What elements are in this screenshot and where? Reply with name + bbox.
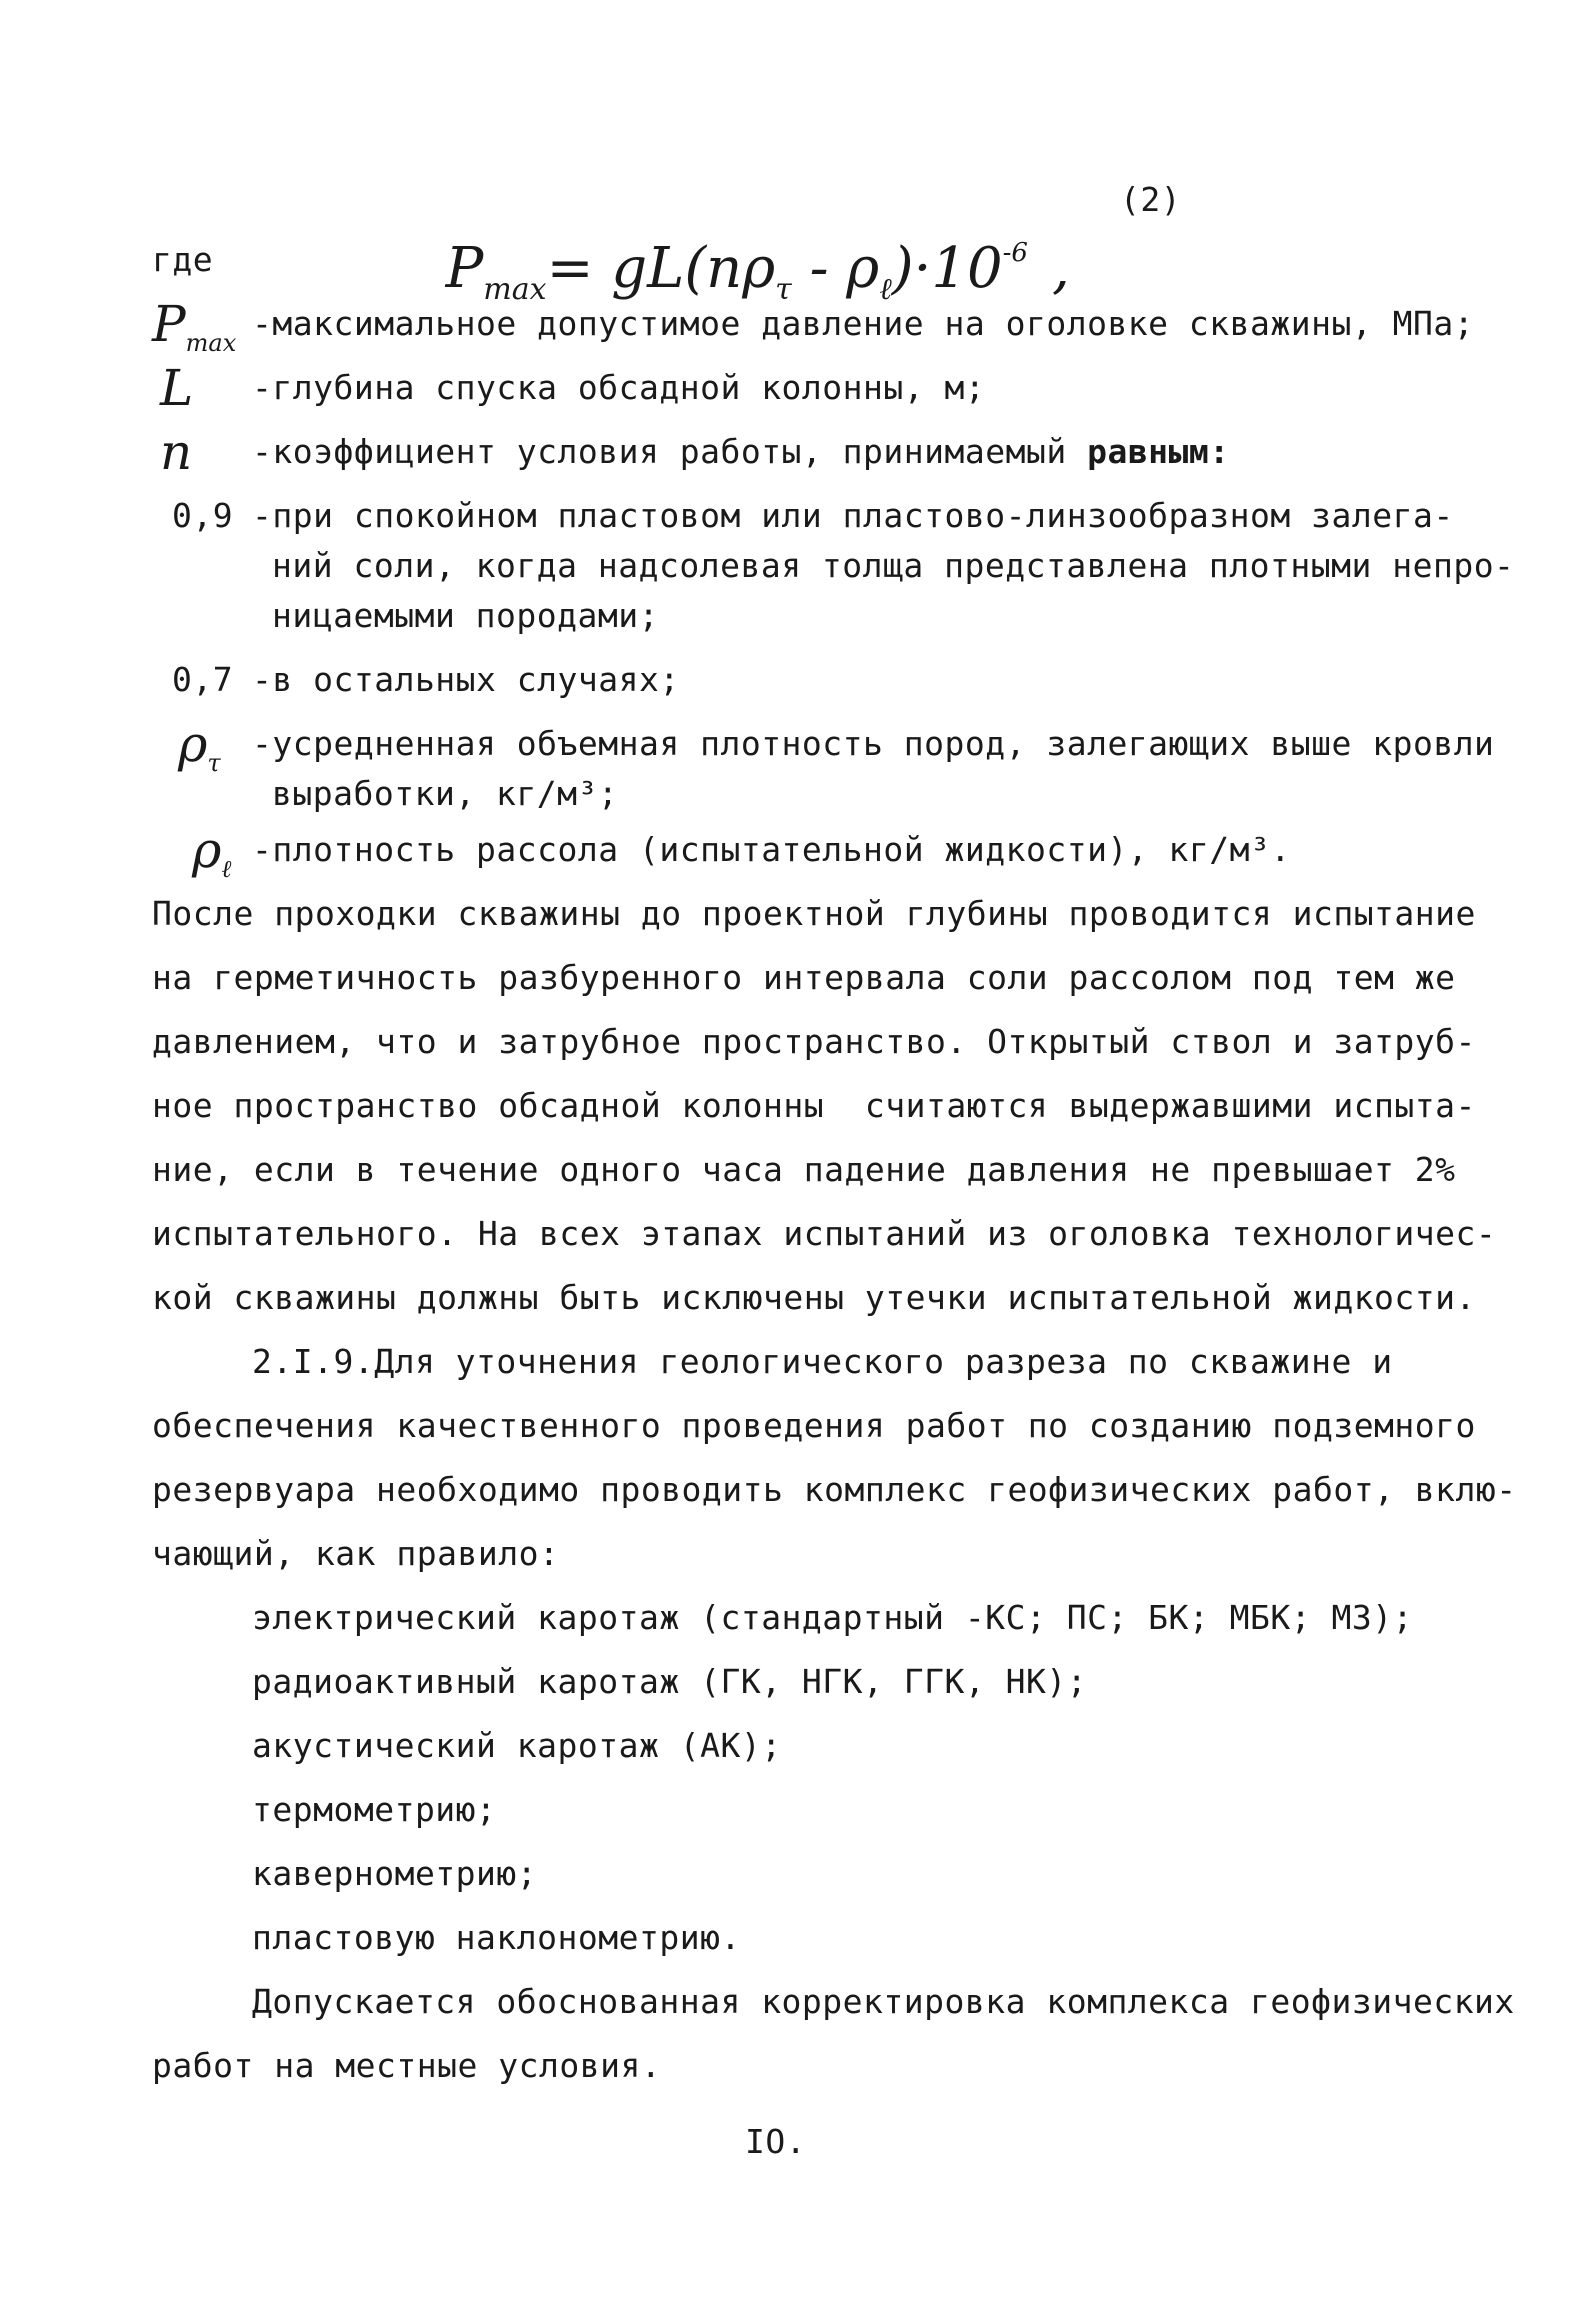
- formula-sub2: ℓ: [879, 272, 892, 307]
- definition-l-text: -глубина спуска обсадной колонны, м;: [252, 368, 986, 407]
- para2-line: чающий, как правило:: [152, 1534, 560, 1573]
- formula-lhs: P: [445, 236, 484, 301]
- list-item: термометрию;: [252, 1790, 497, 1829]
- coef-09-line-2: ний соли, когда надсолевая толща представлена плотными непро-: [272, 546, 1515, 585]
- coef-09-line-3: ницаемыми породами;: [272, 596, 659, 635]
- list-item: кавернометрию;: [252, 1854, 538, 1893]
- para1-line: испытательного. На всех этапах испытаний из оголовка технологичес-: [152, 1214, 1497, 1253]
- para2-line: 2.I.9.Для уточнения геологического разреза по скважине и: [252, 1342, 1393, 1381]
- page-number: IO.: [745, 2122, 807, 2161]
- density-tau-line-2: выработки, кг/м³;: [272, 774, 619, 813]
- coef-07-line-1: -в остальных случаях;: [252, 660, 680, 699]
- list-item: радиоактивный каротаж (ГК, НГК, ГГК, НК);: [252, 1662, 1088, 1701]
- density-tau-line-1: -усредненная объемная плотность пород, залегающих выше кровли: [252, 724, 1495, 763]
- formula-rhs-main: = gL(nρ: [546, 236, 776, 301]
- formula-sub1: τ: [775, 272, 792, 307]
- density-l-line-1: -плотность рассола (испытательной жидкости), кг/м³.: [252, 830, 1291, 869]
- formula-comma: ,: [1051, 236, 1070, 301]
- para1-line: ное пространство обсадной колонны считаются выдержавшими испыта-: [152, 1086, 1476, 1125]
- para1-line: ние, если в течение одного часа падение давления не превышает 2%: [152, 1150, 1456, 1189]
- para3-line: Допускается обоснованная корректировка комплекса геофизических: [252, 1982, 1515, 2021]
- para2-line: обеспечения качественного проведения работ по созданию подземного: [152, 1406, 1476, 1445]
- para1-line: кой скважины должны быть исключены утечки испытательной жидкости.: [152, 1278, 1476, 1317]
- where-label: где: [152, 240, 214, 279]
- para3-line: работ на местные условия.: [152, 2046, 662, 2085]
- definition-pmax-text: -максимальное допустимое давление на оголовке скважины, МПа;: [252, 304, 1475, 343]
- symbol-l: L: [160, 359, 194, 417]
- symbol-rho-tau: $\rho_\tau$: [178, 715, 221, 777]
- list-item: пластовую наклонометрию.: [252, 1918, 741, 1957]
- formula-exponent: -6: [1002, 238, 1028, 268]
- para2-line: резервуара необходимо проводить комплекс геофизических работ, вклю-: [152, 1470, 1517, 1509]
- para1-line: давлением, что и затрубное пространство. Открытый ствол и затруб-: [152, 1022, 1476, 1061]
- list-item: электрический каротаж (стандартный -КС; ПС; БК; МБК; МЗ);: [252, 1598, 1413, 1637]
- definition-n-text: -коэффициент условия работы, принимаемый: [252, 432, 1088, 471]
- definition-n-bold: равным:: [1087, 432, 1230, 471]
- formula-rhs-mid: - ρ: [791, 236, 880, 301]
- symbol-rho-l: $\rho_\ell$: [192, 821, 232, 883]
- para1-line: на герметичность разбуренного интервала соли рассолом под тем же: [152, 958, 1456, 997]
- coef-value-07: 0,7: [172, 660, 234, 699]
- formula-number: (2): [1120, 180, 1182, 219]
- para1-line: После проходки скважины до проектной глубины проводится испытание: [152, 894, 1476, 933]
- coef-09-line-1: -при спокойном пластовом или пластово-линзообразном залега-: [252, 496, 1454, 535]
- symbol-n: n: [160, 423, 193, 481]
- coef-value-09: 0,9: [172, 496, 234, 535]
- list-item: акустический каротаж (АК);: [252, 1726, 782, 1765]
- symbol-pmax: $P_{max}$: [152, 295, 237, 357]
- formula-lhs-sub: max: [483, 272, 547, 307]
- formula-rhs-tail: )·10: [891, 236, 1003, 301]
